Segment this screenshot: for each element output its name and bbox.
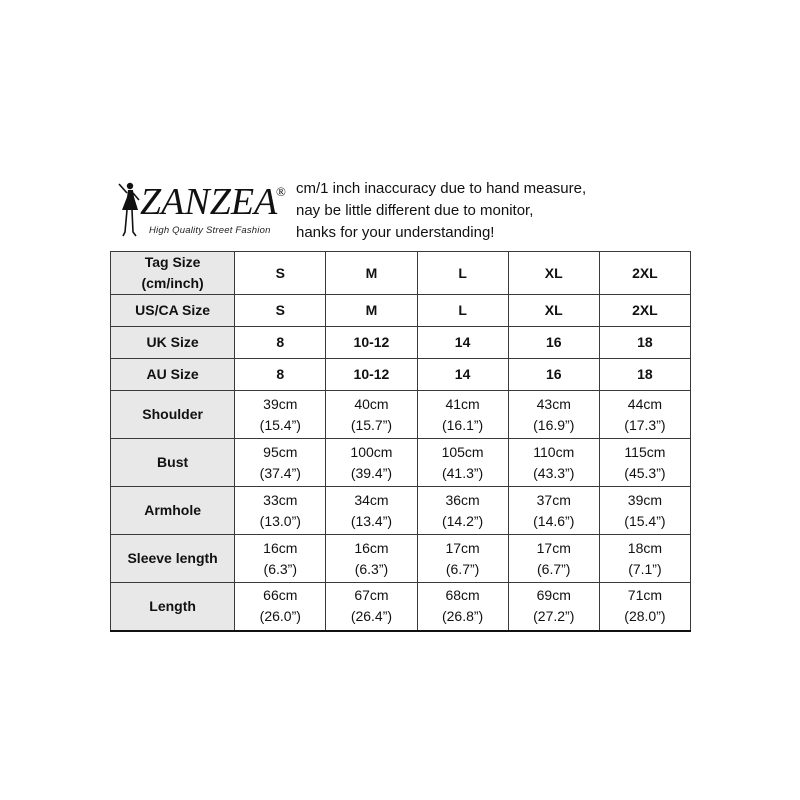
row-label: Armhole [111,487,235,535]
header-size-cell: S [235,252,326,295]
header-label-line: (cm/inch) [141,275,204,291]
cm-value: 18cm [627,539,663,556]
size-chart-header [110,176,700,246]
table-cell [599,439,690,487]
fashion-figure-icon [116,180,142,242]
inch-value: (15.4”) [624,512,666,529]
cm-value: 17cm [536,539,571,556]
table-cell: 14 [417,327,508,359]
header-size-cell: M [326,252,417,295]
cm-value: 105cm [441,443,484,460]
cm-value: 39cm [627,491,663,508]
cm-value: 43cm [536,395,571,412]
inch-value: (39.4”) [350,464,393,481]
table-cell [508,391,599,439]
table-cell: 2XL [599,295,690,327]
table-cell [326,439,417,487]
cm-value: 37cm [536,491,571,508]
table-cell: 10-12 [326,359,417,391]
cm-value: 44cm [627,395,663,412]
cm-value: 95cm [263,443,298,460]
cm-value: 66cm [263,587,298,604]
measurement-notes [296,178,696,244]
cm-value: 17cm [445,539,480,556]
inch-value: (27.2”) [533,608,575,625]
table-cell: 8 [235,327,326,359]
table-row [111,583,691,631]
table-row [111,535,691,583]
cm-value: 36cm [445,491,480,508]
inch-value: (6.3”) [263,560,297,577]
row-label: Bust [111,439,235,487]
table-cell [326,487,417,535]
cm-value: 69cm [536,587,571,604]
row-label: Length [111,583,235,631]
note-line: nay be little different due to monitor, [296,202,534,219]
table-row [111,359,691,391]
table-cell: S [235,295,326,327]
table-cell [235,487,326,535]
table-cell [599,583,690,631]
table-cell [417,439,508,487]
table-cell: 14 [417,359,508,391]
row-label: UK Size [111,327,235,359]
inch-value: (26.0”) [259,608,301,625]
table-cell [417,391,508,439]
inch-value: (45.3”) [624,464,666,481]
cm-value: 40cm [354,395,389,412]
inch-value: (7.1”) [628,560,662,577]
table-cell [235,535,326,583]
cm-value: 100cm [350,443,393,460]
table-cell: 16 [508,359,599,391]
inch-value: (28.0”) [624,608,666,625]
table-cell: XL [508,295,599,327]
inch-value: (17.3”) [624,416,666,433]
inch-value: (6.7”) [537,560,571,577]
table-cell [235,391,326,439]
cm-value: 115cm [624,443,666,460]
table-cell [599,535,690,583]
inch-value: (16.9”) [533,416,575,433]
header-size-cell: L [417,252,508,295]
table-cell: 18 [599,359,690,391]
table-row [111,295,691,327]
cm-value: 68cm [445,587,480,604]
cm-value: 34cm [354,491,389,508]
row-label: Shoulder [111,391,235,439]
table-row [111,439,691,487]
header-label-line: Tag Size [144,254,201,270]
cm-value: 110cm [533,443,575,460]
inch-value: (16.1”) [441,416,484,433]
inch-value: (15.4”) [259,416,301,433]
table-row [111,487,691,535]
cm-value: 41cm [445,395,480,412]
table-cell [326,391,417,439]
row-label: AU Size [111,359,235,391]
table-row [111,391,691,439]
table-header-row [111,252,691,295]
cm-value: 71cm [627,587,663,604]
header-label-cell [111,252,235,295]
table-cell [417,535,508,583]
cm-value: 16cm [263,539,298,556]
cm-value: 67cm [354,587,389,604]
table-cell [599,391,690,439]
table-cell [508,487,599,535]
cm-value: 33cm [263,491,298,508]
table-cell [508,583,599,631]
note-line: cm/1 inch inaccuracy due to hand measure, [296,180,587,197]
inch-value: (43.3”) [533,464,575,481]
table-cell [417,487,508,535]
registered-mark: ® [276,184,286,199]
inch-value: (14.6”) [533,512,575,529]
table-cell [235,583,326,631]
inch-value: (6.7”) [445,560,480,577]
row-label: US/CA Size [111,295,235,327]
table-cell: 8 [235,359,326,391]
brand-name: ZANZEA [140,181,278,223]
table-cell: 18 [599,327,690,359]
table-cell [326,583,417,631]
inch-value: (14.2”) [441,512,484,529]
cm-value: 39cm [263,395,298,412]
header-size-cell: XL [508,252,599,295]
inch-value: (26.4”) [350,608,393,625]
row-label: Sleeve length [111,535,235,583]
table-cell: L [417,295,508,327]
header-size-cell: 2XL [599,252,690,295]
table-cell [599,487,690,535]
table-cell [417,583,508,631]
table-cell [508,535,599,583]
table-cell: M [326,295,417,327]
table-cell [235,439,326,487]
inch-value: (15.7”) [350,416,393,433]
table-cell [326,535,417,583]
inch-value: (6.3”) [354,560,389,577]
inch-value: (41.3”) [441,464,484,481]
note-line: hanks for your understanding! [296,224,495,241]
inch-value: (37.4”) [259,464,301,481]
inch-value: (26.8”) [441,608,484,625]
table-row [111,327,691,359]
cm-value: 16cm [354,539,389,556]
brand-tagline: High Quality Street Fashion [149,225,271,236]
size-chart-table [110,251,691,632]
table-cell: 16 [508,327,599,359]
inch-value: (13.4”) [350,512,393,529]
inch-value: (13.0”) [259,512,301,529]
table-cell: 10-12 [326,327,417,359]
brand-logo [116,180,296,244]
table-cell [508,439,599,487]
